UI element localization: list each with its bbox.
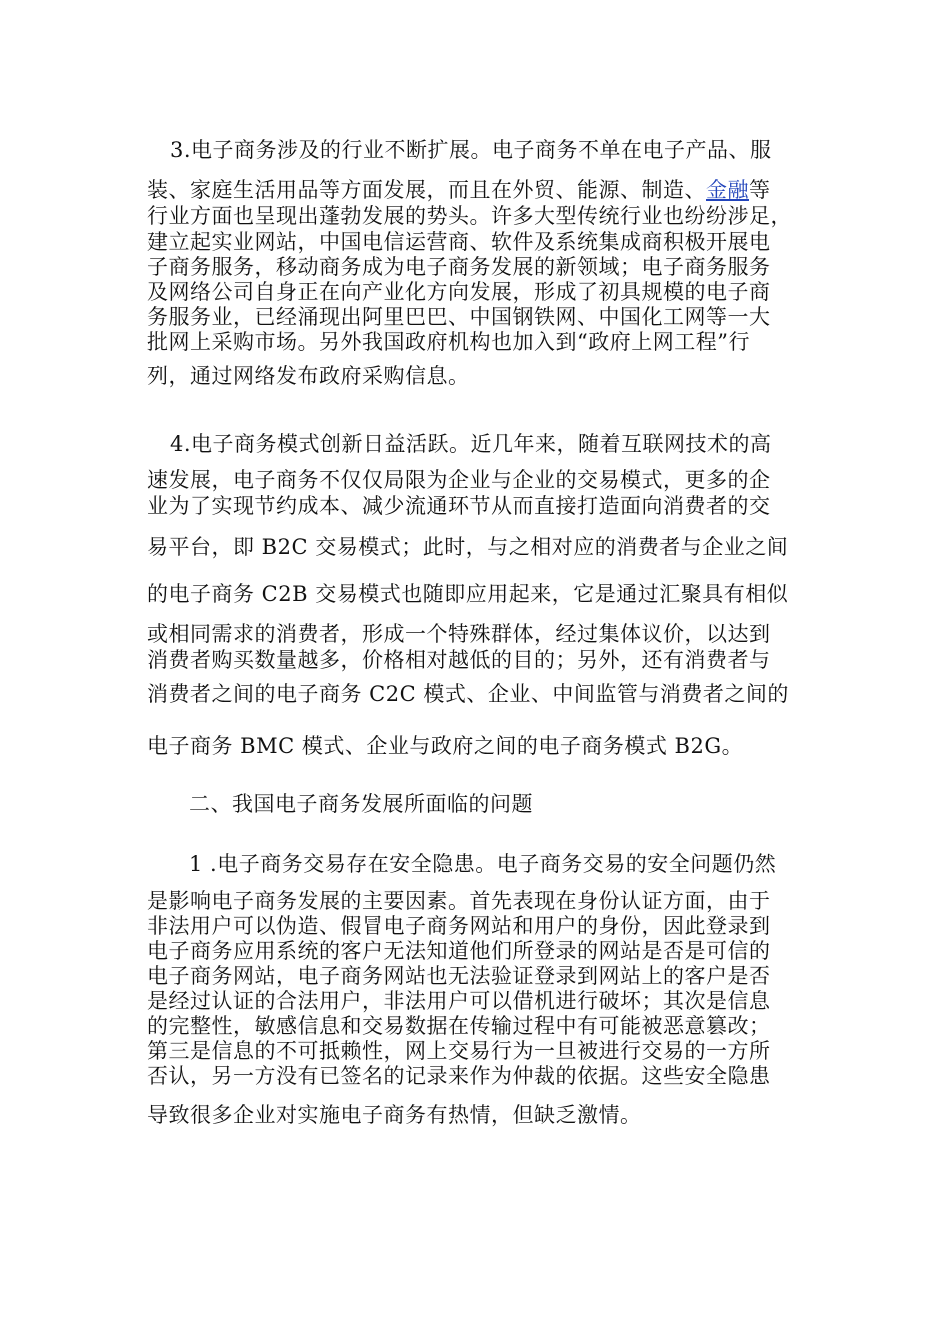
paragraph-line: 是影响电子商务发展的主要因素。首先表现在身份认证方面，由于 — [147, 889, 771, 913]
paragraph-line: 第三是信息的不可抵赖性，网上交易行为一旦被进行交易的一方所 — [147, 1039, 771, 1063]
paragraph-line: 非法用户可以伪造、假冒电子商务网站和用户的身份，因此登录到 — [147, 914, 771, 938]
paragraph-line: 否认，另一方没有已签名的记录来作为仲裁的依据。这些安全隐患 — [147, 1064, 771, 1088]
paragraph-line: 行业方面也呈现出蓬勃发展的势头。许多大型传统行业也纷纷涉足， — [147, 204, 792, 228]
paragraph-line: 1 .电子商务交易存在安全隐患。电子商务交易的安全问题仍然 — [189, 852, 777, 876]
paragraph-line: 电子商务应用系统的客户无法知道他们所登录的网站是否是可信的 — [147, 939, 771, 963]
paragraph-line: 的完整性，敏感信息和交易数据在传输过程中有可能被恶意篡改； — [147, 1014, 771, 1038]
paragraph-line: 子商务服务，移动商务成为电子商务发展的新领域；电子商务服务 — [147, 255, 771, 279]
paragraph-line: 电子商务网站，电子商务网站也无法验证登录到网站上的客户是否 — [147, 964, 771, 988]
paragraph-line: 电子商务 BMC 模式、企业与政府之间的电子商务模式 B2G。 — [147, 734, 744, 758]
paragraph-line: 是经过认证的合法用户，非法用户可以借机进行破坏；其次是信息 — [147, 989, 771, 1013]
section-heading: 二、我国电子商务发展所面临的问题 — [189, 792, 533, 816]
paragraph-line: 速发展，电子商务不仅仅局限为企业与企业的交易模式，更多的企 — [147, 468, 771, 492]
paragraph-line: 业为了实现节约成本、减少流通环节从而直接打造面向消费者的交 — [147, 494, 771, 518]
paragraph-line: 批网上采购市场。另外我国政府机构也加入到“政府上网工程”行 — [147, 330, 750, 354]
paragraph-line: 建立起实业网站，中国电信运营商、软件及系统集成商积极开展电 — [147, 230, 771, 254]
paragraph-line: 的电子商务 C2B 交易模式也随即应用起来，它是通过汇聚具有相似 — [147, 582, 789, 606]
paragraph-line: 导致很多企业对实施电子商务有热情，但缺乏激情。 — [147, 1103, 642, 1127]
paragraph-line: 务服务业，已经涌现出阿里巴巴、中国钢铁网、中国化工网等一大 — [147, 305, 771, 329]
paragraph-line: 消费者购买数量越多，价格相对越低的目的；另外，还有消费者与 — [147, 648, 771, 672]
paragraph-line: 3.电子商务涉及的行业不断扩展。电子商务不单在电子产品、服 — [170, 138, 772, 162]
paragraph-line: 4.电子商务模式创新日益活跃。近几年来，随着互联网技术的高 — [170, 432, 772, 456]
finance-link[interactable]: 金融 — [706, 178, 749, 202]
paragraph-line: 列，通过网络发布政府采购信息。 — [147, 364, 470, 388]
paragraph-line: 及网络公司自身正在向产业化方向发展，形成了初具规模的电子商 — [147, 280, 771, 304]
paragraph-line: 消费者之间的电子商务 C2C 模式、企业、中间监管与消费者之间的 — [147, 682, 789, 706]
paragraph-line: 装、家庭生活用品等方面发展，而且在外贸、能源、制造、金融等 — [147, 178, 771, 202]
paragraph-line: 或相同需求的消费者，形成一个特殊群体，经过集体议价，以达到 — [147, 622, 771, 646]
paragraph-line: 易平台，即 B2C 交易模式；此时，与之相对应的消费者与企业之间 — [147, 535, 789, 559]
